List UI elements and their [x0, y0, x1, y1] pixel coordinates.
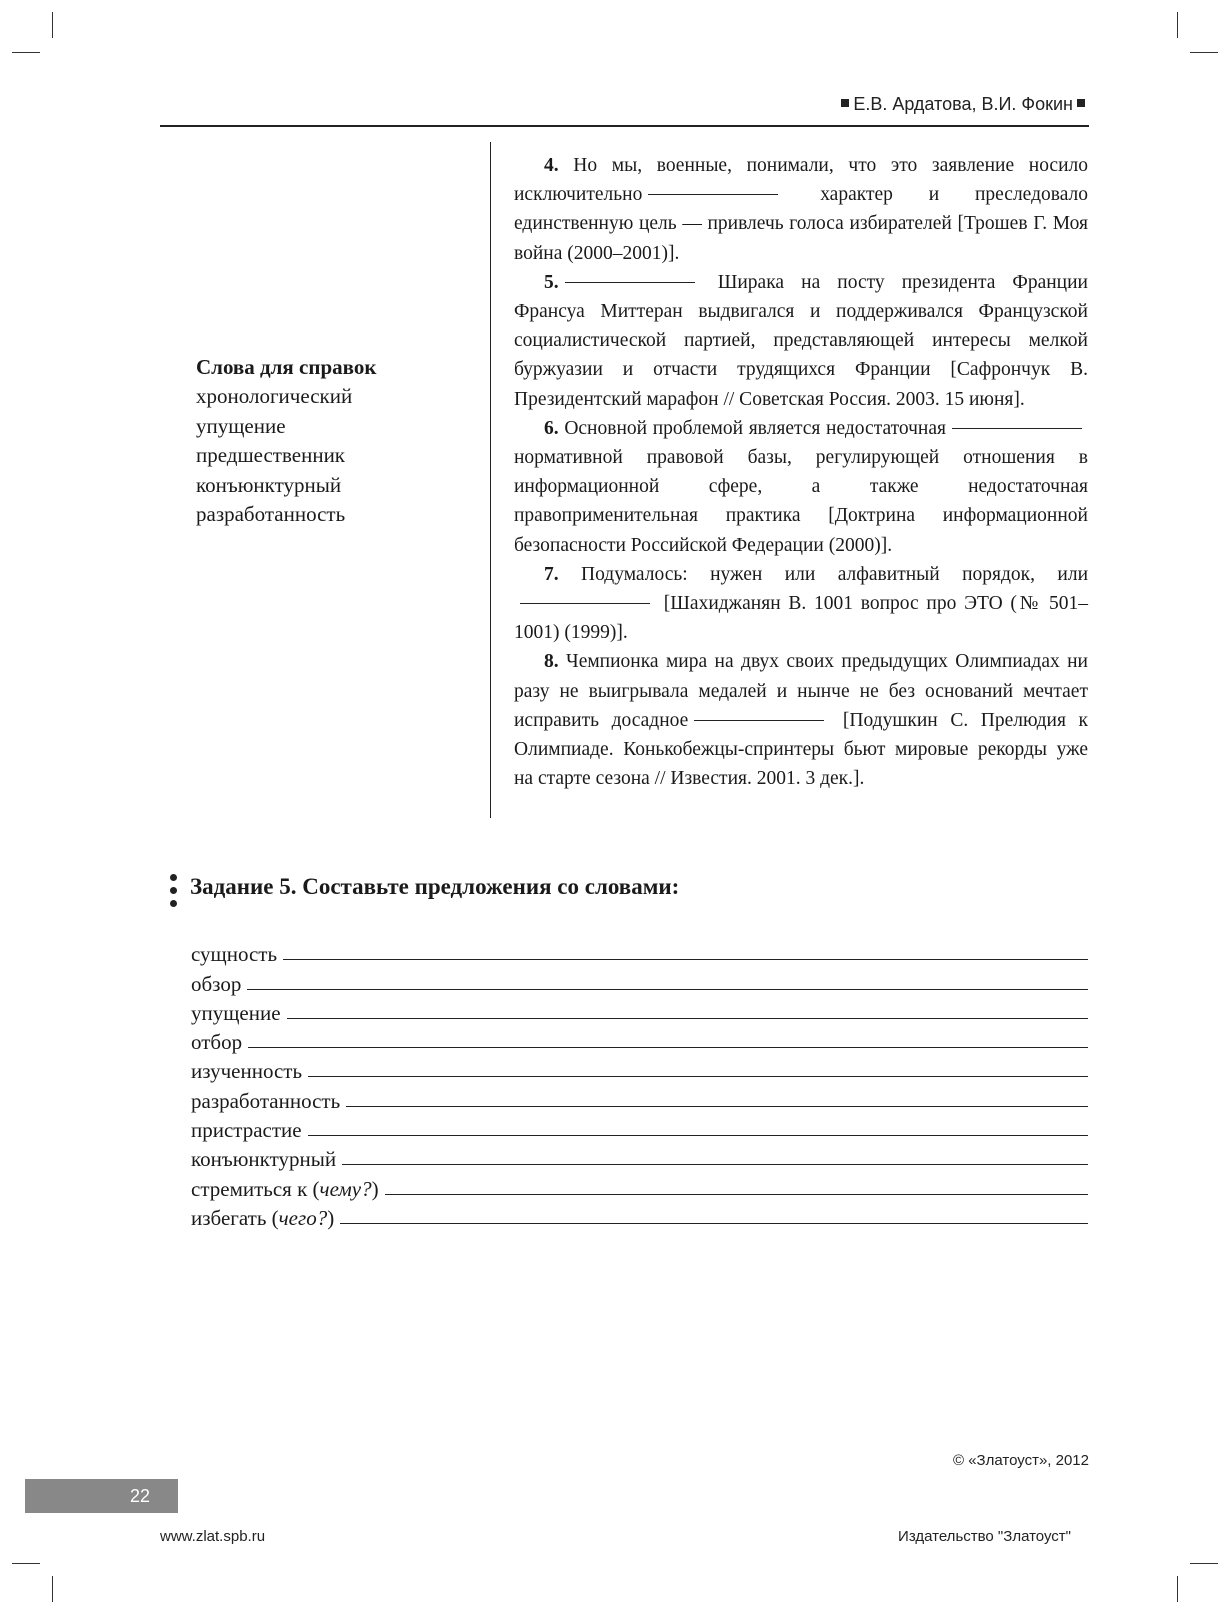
exercise-number: 5.: [544, 271, 559, 293]
reference-word: конъюнктурный: [196, 472, 342, 497]
crop-mark: [1190, 1563, 1218, 1564]
fill-blank[interactable]: [648, 193, 778, 195]
reference-words-box: [196, 353, 376, 529]
word-label: сущность: [191, 942, 278, 967]
crop-mark: [1190, 52, 1218, 53]
fill-blank[interactable]: [952, 427, 1082, 429]
fill-blank[interactable]: [694, 719, 824, 721]
exercise-text-after: [Подушкин С. Прелюдия к Олимпиаде. Конькобежцы-спринтеры бьют мировые рекорды уже на старте сезона // Известия. 2001. 3 дек.].: [514, 709, 1089, 790]
reference-word: хронологический: [196, 384, 353, 409]
author-names: Е.В. Ардатова, В.И. Фокин: [853, 94, 1073, 114]
answer-line[interactable]: [385, 1194, 1088, 1195]
exercise-item: [514, 560, 1088, 648]
word-row: [191, 1172, 1088, 1201]
fill-blank[interactable]: [565, 281, 695, 283]
fill-blank[interactable]: [520, 602, 650, 604]
word-label: [191, 1206, 334, 1231]
word-label: разработанность: [191, 1088, 341, 1113]
answer-line[interactable]: [247, 989, 1088, 990]
exercise-text-after: [Шахиджанян В. 1001 вопрос про ЭТО (№ 501–1001) (1999)].: [514, 593, 1089, 644]
task-5-title: Задание 5. Составьте предложения со словами:: [190, 874, 680, 899]
answer-line[interactable]: [287, 1018, 1088, 1019]
exercise-text-before: Основной проблемой является недостаточная: [564, 417, 946, 439]
reference-word: предшественник: [196, 443, 346, 468]
word-label-italic: чему?: [319, 1176, 372, 1201]
word-label: пристрастие: [191, 1118, 302, 1143]
answer-line[interactable]: [342, 1164, 1088, 1165]
task-5-word-list: [191, 938, 1088, 1231]
crop-mark: [1177, 12, 1178, 38]
exercise-item: [514, 647, 1088, 793]
vertical-dots-icon: [170, 874, 178, 913]
answer-line[interactable]: [283, 959, 1088, 960]
exercise-number: 7.: [544, 563, 559, 585]
word-row: [191, 1055, 1088, 1084]
word-row: [191, 967, 1088, 996]
word-row: [191, 1143, 1088, 1172]
answer-line[interactable]: [346, 1106, 1088, 1107]
reference-word: разработанность: [196, 502, 346, 527]
word-label-start: избегать (: [191, 1205, 279, 1230]
exercise-list: [514, 151, 1088, 793]
exercise-item: [514, 414, 1088, 560]
crop-mark: [12, 52, 40, 53]
running-header: [837, 94, 1089, 115]
word-label: изученность: [191, 1059, 303, 1084]
answer-line[interactable]: [340, 1223, 1088, 1224]
word-label: [191, 1177, 379, 1202]
exercise-item: [514, 151, 1088, 268]
exercise-text-before: Но мы, военные, понимали, что это заявление носило исключительно: [514, 155, 1088, 206]
exercise-number: 4.: [544, 155, 559, 176]
website-link[interactable]: www.zlat.spb.ru: [160, 1528, 266, 1545]
square-bullet-icon: [841, 99, 849, 107]
crop-mark: [1177, 1576, 1178, 1602]
answer-line[interactable]: [248, 1047, 1088, 1048]
answer-line[interactable]: [308, 1135, 1088, 1136]
square-bullet-icon: [1077, 99, 1085, 107]
answer-line[interactable]: [308, 1076, 1088, 1077]
word-row: [191, 938, 1088, 967]
crop-mark: [52, 1576, 53, 1602]
exercise-text-before: Подумалось: нужен или алфавитный порядок, или: [581, 563, 1089, 585]
word-label-start: стремиться к (: [191, 1176, 320, 1201]
exercise-number: 6.: [544, 417, 559, 439]
word-label-close: ): [371, 1176, 379, 1201]
word-label: упущение: [191, 1000, 281, 1025]
exercise-text-after: характер и преследовало единственную цель — привлечь голоса избирателей [Трошев Г. Моя война (2000–2001)].: [514, 184, 1089, 264]
word-row: [191, 1026, 1088, 1055]
page-number: 22: [25, 1479, 178, 1513]
exercise-text-after: Ширака на посту президента Франции Франсуа Миттеран выдвигался и поддерживался Французской социалистической партией, представляющей интересы мелкой буржуазии и отчасти трудящихся Франции [Сафрончук В. Президентский марафон // Советская Россия. 2003. 15 июня].: [514, 271, 1088, 410]
word-label: обзор: [191, 971, 242, 996]
copyright: © «Златоуст», 2012: [952, 1452, 1089, 1469]
exercise-text-after: нормативной правовой базы, регулирующей отношения в информационной сфере, а также недостаточная правоприменительная практика [Доктрина информационной безопасности Российской Федерации (2000)].: [514, 447, 1088, 556]
word-label-italic: чего?: [278, 1205, 328, 1230]
exercise-item: [514, 268, 1088, 414]
crop-mark: [52, 12, 53, 38]
crop-mark: [12, 1563, 40, 1564]
word-row: [191, 1084, 1088, 1113]
reference-word: упущение: [196, 413, 286, 438]
word-row: [191, 1202, 1088, 1231]
word-label-close: ): [327, 1205, 335, 1230]
word-row: [191, 1114, 1088, 1143]
column-divider: [490, 142, 491, 818]
word-label: конъюнктурный: [191, 1147, 337, 1172]
word-row: [191, 997, 1088, 1026]
header-rule: [160, 125, 1089, 127]
reference-title: Слова для справок: [196, 355, 377, 379]
publisher-name: Издательство "Златоуст": [898, 1528, 1071, 1545]
word-label: отбор: [191, 1030, 243, 1055]
exercise-number: 8.: [544, 651, 559, 673]
exercise-text-before: Чемпионка мира на двух своих предыдущих Олимпиадах ни разу не выигрывала медалей и нынче не без оснований мечтает исправить досадное: [514, 651, 1088, 731]
